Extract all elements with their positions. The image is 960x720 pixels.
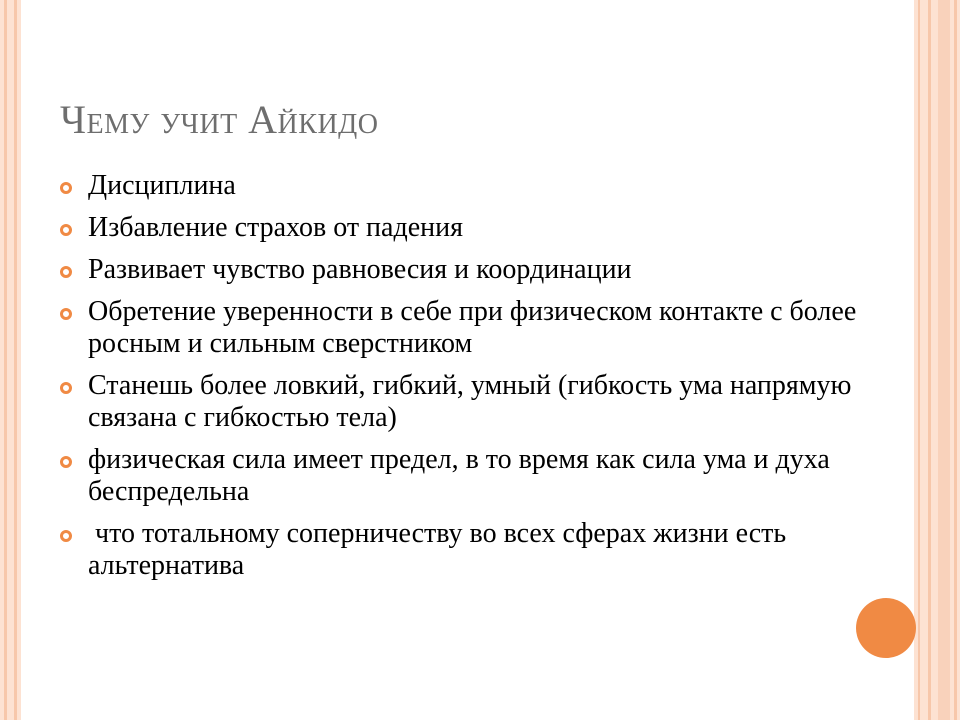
bullet-item <box>60 518 860 582</box>
orange-circle-decoration <box>856 598 916 658</box>
bullet-item <box>60 296 860 360</box>
bullet-item <box>60 170 860 202</box>
bullet-text: что тотальному соперничеству во всех сферах жизни есть альтернатива <box>88 518 794 581</box>
bullet-item <box>60 370 860 434</box>
bullet-text: физическая сила имеет предел, в то время как сила ума и духа беспредельна <box>88 444 830 507</box>
left-frame-decoration <box>0 0 21 720</box>
bullet-text: Обретение уверенности в себе при физическом контакте с более росным и сильным сверстником <box>88 296 857 359</box>
ring-bullet-icon <box>60 456 72 468</box>
bullet-item <box>60 444 860 508</box>
bullet-text: Станешь более ловкий, гибкий, умный (гибкость ума напрямую связана с гибкостью тела) <box>88 370 852 433</box>
bullet-text: Избавление страхов от падения <box>88 212 463 243</box>
bullet-item <box>60 212 860 244</box>
bullet-text: Развивает чувство равновесия и координации <box>88 254 632 285</box>
bullet-item <box>60 254 860 286</box>
bullet-list <box>60 170 860 592</box>
right-frame-decoration <box>914 0 960 720</box>
ring-bullet-icon <box>60 224 72 236</box>
ring-bullet-icon <box>60 382 72 394</box>
ring-bullet-icon <box>60 266 72 278</box>
ring-bullet-icon <box>60 308 72 320</box>
ring-bullet-icon <box>60 182 72 194</box>
slide-title: Чему учит Айкидо <box>60 97 379 142</box>
ring-bullet-icon <box>60 530 72 542</box>
bullet-text: Дисциплина <box>88 170 236 201</box>
